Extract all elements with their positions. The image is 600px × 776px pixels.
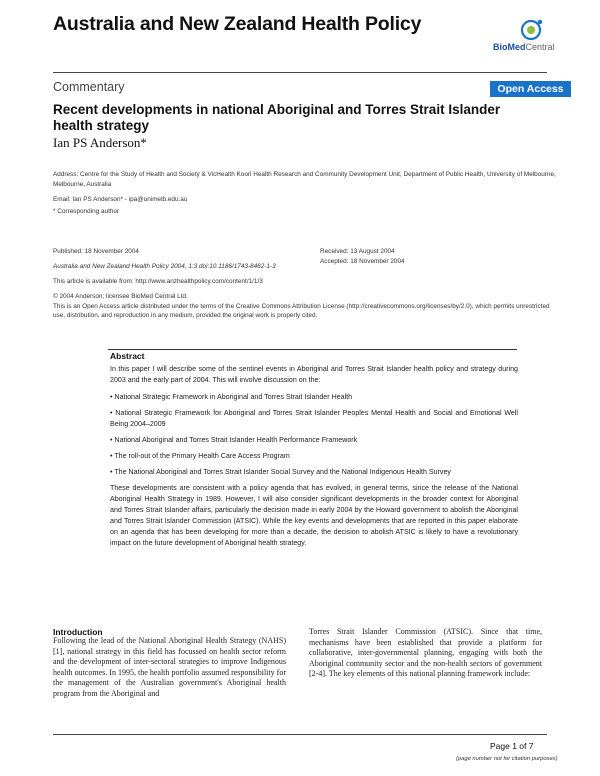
article-title: Recent developments in national Aboriginal and Torres Strait Islander health strategy xyxy=(53,102,501,133)
author-name: Ian PS Anderson* xyxy=(53,135,147,150)
abstract-bullet: • The National Aboriginal and Torres Strait Islander Social Survey and the National Indigenous Health Survey xyxy=(110,468,451,476)
abstract-bullet-list xyxy=(110,392,518,478)
citation-line: Australia and New Zealand Health Policy 2004, 1:3 doi:10.1186/1743-8462-1-3 xyxy=(53,263,276,270)
page-number-note: (page number not for citation purposes) xyxy=(456,756,558,762)
author-address: Address: Centre for the Study of Health and Society & VicHealth Koori Health Research and Community Development Unit, Department of Public Health, University of Melbourne, Melbourne, Australia xyxy=(53,171,556,188)
published-date: Published: 18 November 2004 xyxy=(53,248,139,255)
page-number: Page 1 of 7 xyxy=(490,741,534,751)
received-date: Received: 13 August 2004 xyxy=(320,248,395,255)
author-email[interactable]: Email: Ian PS Anderson* - ipa@unimelb.edu.au xyxy=(53,196,188,203)
logo-biomed: BioMed xyxy=(493,42,526,52)
abstract-heading: Abstract xyxy=(110,351,145,361)
article-url[interactable]: This article is available from: http://www.anzhealthpolicy.com/content/1/1/3 xyxy=(53,278,263,285)
copyright-line: © 2004 Anderson; licensee BioMed Central Ltd. xyxy=(53,293,188,300)
abstract-bullet: • The roll-out of the Primary Health Care Access Program xyxy=(110,452,290,460)
introduction-heading: Introduction xyxy=(53,627,103,637)
body-column-left: Following the lead of the National Aboriginal Health Strategy (NAHS) [1], national strategy in this field has focussed on health sector reform and the development of inter-sectoral strategies to improve Indigenous health outcomes. In 1995, the health portfolio assumed responsibility for the management of the Australian government's Aboriginal health program from the Aboriginal and xyxy=(53,636,286,698)
journal-title: Australia and New Zealand Health Policy xyxy=(53,13,422,35)
abstract-bullet: • National Strategic Framework for Aboriginal and Torres Strait Islander Peoples Mental Health and Social and Emotional Well Being 2004–2009 xyxy=(110,409,518,428)
abstract-closing: These developments are consistent with a policy agenda that has evolved, in general terms, since the release of the National Aboriginal Health Strategy in 1989. However, I will also consider significant developments in the broader context for Aboriginal and Torres Strait Islander affairs, particularly the decision made in early 2004 by the Howard government to abolish the Aboriginal and Torres Strait Islander Commission (ATSIC). While the key events and developments that are reported in this paper elaborate on an agenda that has been developing for more than a decade, the decision to abolish ATSIC is likely to have a revolutionary impact on the future development of Aboriginal health strategy. xyxy=(110,484,518,547)
license-statement: This is an Open Access article distributed under the terms of the Creative Commons Attribution License (http://creativecommons.org/licenses/by/2.0), which permits unrestricted use, distribution, and reproduction in any medium, provided the original work is properly cited. xyxy=(53,302,550,319)
abstract-intro: In this paper I will describe some of the sentinel events in Aboriginal and Torres Strait Islander health policy and strategy during 2003 and the early part of 2004. This will involve discussion on the: xyxy=(110,365,518,384)
footer-divider xyxy=(53,734,547,735)
abstract-body xyxy=(110,364,518,555)
copyright-block xyxy=(53,292,563,321)
accepted-date: Accepted: 18 November 2004 xyxy=(320,258,405,265)
abstract-bullet: • National Strategic Framework in Aboriginal and Torres Strait Islander Health xyxy=(110,393,353,401)
publisher-logo-text xyxy=(493,42,555,52)
corresponding-author-note: * Corresponding author xyxy=(53,208,120,215)
header-divider xyxy=(53,72,547,73)
body-column-right: Torres Strait Islander Commission (ATSIC). Since that time, mechanisms have been established that provide a platform for collaborative, inter-governmental planning, engaging with both the Aboriginal community sector and the non-health sectors of government [2-4]. The key elements of this national planning framework include: xyxy=(309,627,542,678)
article-type: Commentary xyxy=(53,80,125,94)
logo-central: Central xyxy=(525,42,555,52)
open-access-badge: Open Access xyxy=(490,81,571,97)
abstract-bullet: • National Aboriginal and Torres Strait Islander Health Performance Framework xyxy=(110,436,358,444)
